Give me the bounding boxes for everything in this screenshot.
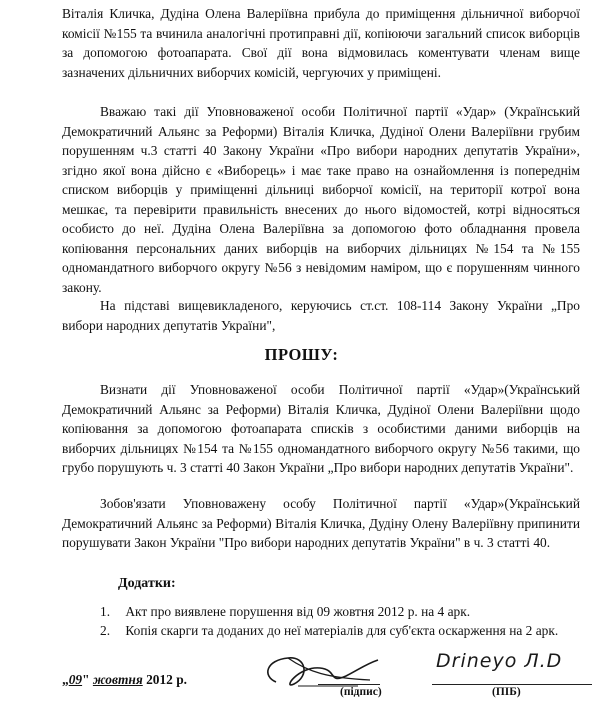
paragraph-violation: Вважаю такі дії Уповноваженої особи Політичної партії «Удар» (Український Демократичний Альянс за Реформи) Віталія Кличка, Дудіної Олени Валеріївни грубим порушенням ч.3 статті 40 Закону України «Про вибори народних депутатів України», згідно якої вона дійсно є «Виборець» і має таке право на ознайомлення із попереднім списком виборців у приміщенні дільниці виборчої комісії, на території котрої вона мешкає, та перевірити правильність внесених до нього відомостей, котрі відносяться особисто до неї. Дудіна Олена Валеріївна за допомогою фото обладнання провела копіювання персональних даних виборців на виборчих дільницях №154 та №155 одномандатного виборчого округу №56 з невідомим наміром, що є порушенням чинного закону. xyxy=(62,104,580,295)
signature-line xyxy=(318,684,380,685)
name-label: (ПІБ) xyxy=(492,686,521,698)
paragraph-grounds: На підставі вищевикладеного, керуючись ст.ст. 108-114 Закону України „Про вибори народних депутатів України", xyxy=(62,298,580,333)
date-year: 2012 р. xyxy=(146,672,188,687)
name-line xyxy=(432,684,592,685)
signing-date: „09" жовтня 2012 р. xyxy=(62,672,188,687)
handwritten-name: Drineyo Л.D xyxy=(436,650,563,672)
request-item-oblige: Зобов'язати Уповноважену особу Політичної партії «Удар»(Український Демократичний Альянс за Реформи) Віталія Кличка, Дудіну Олену Валеріївну припинити порушувати Закон України "Про вибори народних депутатів України" в ч. 3 статті 40. xyxy=(62,496,580,550)
date-month: жовтня xyxy=(92,672,143,687)
attachment-number: 1. xyxy=(100,604,111,619)
attachments-list xyxy=(62,602,580,640)
attachment-text: Копія скарги та доданих до неї матеріалів для суб'єкта оскарження на 2 арк. xyxy=(125,623,559,638)
signature-label: (підпис) xyxy=(340,686,382,698)
attachment-item xyxy=(62,621,580,640)
date-day: 09 xyxy=(68,672,83,687)
attachment-item xyxy=(62,602,580,621)
request-title: ПРОШУ: xyxy=(264,345,339,364)
paragraph-intro: Віталія Кличка, Дудіна Олена Валеріївна прибула до приміщення дільничної виборчої комісії №155 та вчинила аналогічні протиправні дії, копіюючи загальний список виборців за допомогою фотоапарата. Свої дії вона відмовилась коментувати членам вище зазначених дільничних виборчих комісій, чергуючих у приміщені. xyxy=(62,6,580,80)
attachment-text: Акт про виявлене порушення від 09 жовтня 2012 р. на 4 арк. xyxy=(125,604,471,619)
attachments-heading: Додатки: xyxy=(118,576,176,591)
attachment-number: 2. xyxy=(100,623,111,638)
request-item-recognize: Визнати дії Уповноваженої особи Політичної партії «Удар»(Український Демократичний Альянс за Реформи) Віталія Кличка, Дудіної Олени Валеріївни щодо копіювання за допомогою фотоапарата списків з особистими даними виборців на виборчих дільницях №154 та №155 одномандатного виборчого округу №56 такими, що грубо порушують ч. 3 статті 40 Закон України „Про вибори народних депутатів України". xyxy=(62,382,580,475)
